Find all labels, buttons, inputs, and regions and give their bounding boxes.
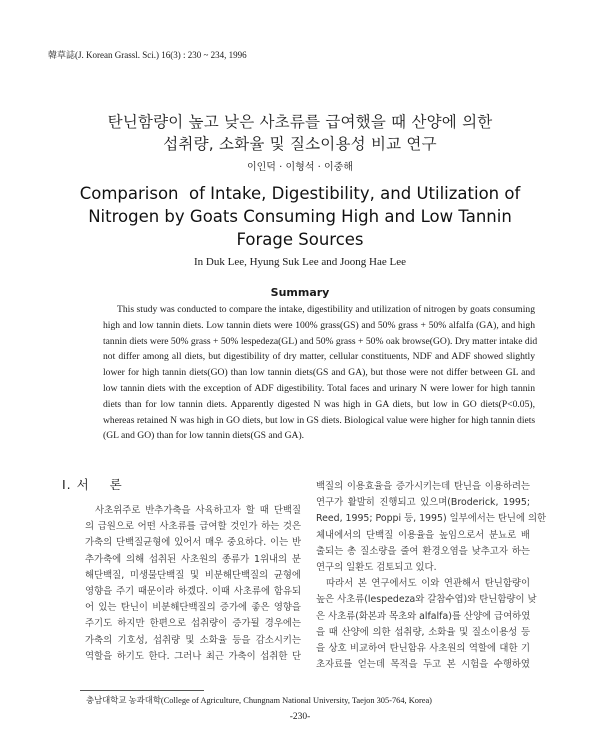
page-number: -230-: [289, 712, 311, 722]
korean-authors: 이인덕 · 이형석 · 이중해: [246, 162, 353, 173]
summary-line: tannin diets were 50% grass + 50% lespedeza(GL) and 50% grass + 50% oak browse(GO). Dry matter intake did: [103, 335, 538, 347]
body-line: 영향을 주기 때문이라 하겠다. 이때 사초류에 함유되: [85, 586, 301, 598]
body-line: 가축의 단백질균형에 있어서 매우 중요하다. 이는 반: [85, 537, 301, 549]
body-line: 어 있는 탄닌이 비분해단백질의 증가에 좋은 영향을: [85, 602, 301, 614]
section-heading-introduction: I. 서 론: [62, 477, 123, 492]
body-line: 가축의 기호성, 섭취량 및 소화율 등을 감소시키는: [85, 634, 301, 646]
english-title-line-2: Nitrogen by Goats Consuming High and Low Tannin: [88, 207, 512, 226]
body-line: Reed, 1995; Poppi 등, 1995) 일부에서는 탄닌에 의한: [316, 513, 547, 525]
summary-line: diets than for low tannin diets. Apparently digested N was high in GA diets, but low in GO diets(P<0.05),: [103, 398, 535, 410]
english-title-line-3: Forage Sources: [236, 230, 364, 249]
summary-line: not differ among all diets, but digestibility of dry matter, cellular constituents, NDF and ADF showed slightly: [103, 351, 535, 363]
summary-line: whereas retained N was high in GO diets, but low in GS diets. Biological value were higher for high tannin diets: [103, 414, 536, 426]
body-line: 역할을 하기도 한다. 그러나 최근 가축이 섭취한 단: [85, 650, 301, 662]
body-line: 해단백질, 미생물단백질 및 비분해단백질의 균형에: [85, 569, 301, 581]
summary-line: high and low tannin diets. Low tannin diets were 100% grass(GS) and 50% grass + 50% alfalfa (GA), and high: [103, 319, 535, 331]
body-line: 따라서 본 연구에서도 이와 연관해서 탄닌함량이: [326, 578, 530, 590]
body-line: 주기도 하지만 한편으로 섭취량이 증가될 경우에는: [85, 618, 301, 630]
body-line: 추가축에 의해 섭취된 사초원의 종류가 1위내의 분: [85, 553, 301, 565]
body-line: 의 급원으로 어떤 사초류를 급여할 것인가 하는 것은: [85, 521, 301, 533]
footnote-rule: [80, 690, 204, 691]
body-line: 높은 사초류(lespedeza와 갈참수엽)와 탄닌함량이 낮: [316, 594, 537, 606]
body-line: 초자료를 얻는데 목적을 두고 본 시험을 수행하였: [316, 659, 530, 671]
summary-heading: Summary: [270, 286, 330, 299]
summary-line: (GL and GO) than for low tannin diets(GS and GA).: [103, 430, 305, 442]
right-column-body: [316, 479, 547, 673]
body-line: 을 상호 비교하여 탄닌함유 사초원의 역할에 대한 기: [316, 643, 530, 655]
body-line: 은 사초류(화본과 목초와 alfalfa)를 산양에 급여하였: [316, 610, 531, 622]
body-line: 출되는 총 질소량을 줄여 환경오염을 낮추고자 하는: [316, 545, 530, 557]
body-line: 사초위주로 반추가축을 사육하고자 할 때 단백질: [95, 505, 301, 516]
body-line: 을 때 산양에 의한 섭취량, 소화율 및 질소이용성 등: [316, 626, 530, 638]
body-line: 백질의 이용효율을 증가시키는데 탄닌을 이용하려는: [316, 481, 530, 492]
korean-title-line-2: 섭취량, 소화율 및 질소이용성 비교 연구: [163, 135, 437, 153]
korean-title-line-1: 탄닌함량이 높고 낮은 사초류를 급여했을 때 산양에 의한: [107, 113, 493, 131]
summary-abstract: [103, 302, 538, 444]
english-title-line-1: Comparison of Intake, Digestibility, and Utilization of: [79, 184, 521, 203]
body-line: 체내에서의 단백질 이용율을 높임으로서 분뇨로 배: [316, 529, 530, 541]
summary-line: lower for high tannin diets(GO) than low tannin diets(GS and GA), but those were not differ between GL and: [103, 367, 535, 379]
summary-line: This study was conducted to compare the intake, digestibility and utilization of nitrogen by goats consuming: [117, 304, 535, 315]
summary-line: low tannin diets with the exception of ADF digestibility. Total faces and urinary N were lower for high tannin: [103, 382, 535, 394]
english-authors: In Duk Lee, Hyung Suk Lee and Joong Hae Lee: [194, 256, 406, 268]
affiliation-footnote: 충남대학교 농과대학(College of Agriculture, Chungnam National University, Taejon 305-764, Korea): [86, 696, 432, 705]
body-line: 연구의 일환도 검토되고 있다.: [316, 562, 437, 574]
journal-citation: 韓草誌(J. Korean Grassl. Sci.) 16(3) : 230 ~ 234, 1996: [48, 50, 247, 60]
body-line: 연구가 활발히 진행되고 있으며(Broderick, 1995;: [316, 497, 530, 509]
left-column-body: [85, 503, 301, 665]
